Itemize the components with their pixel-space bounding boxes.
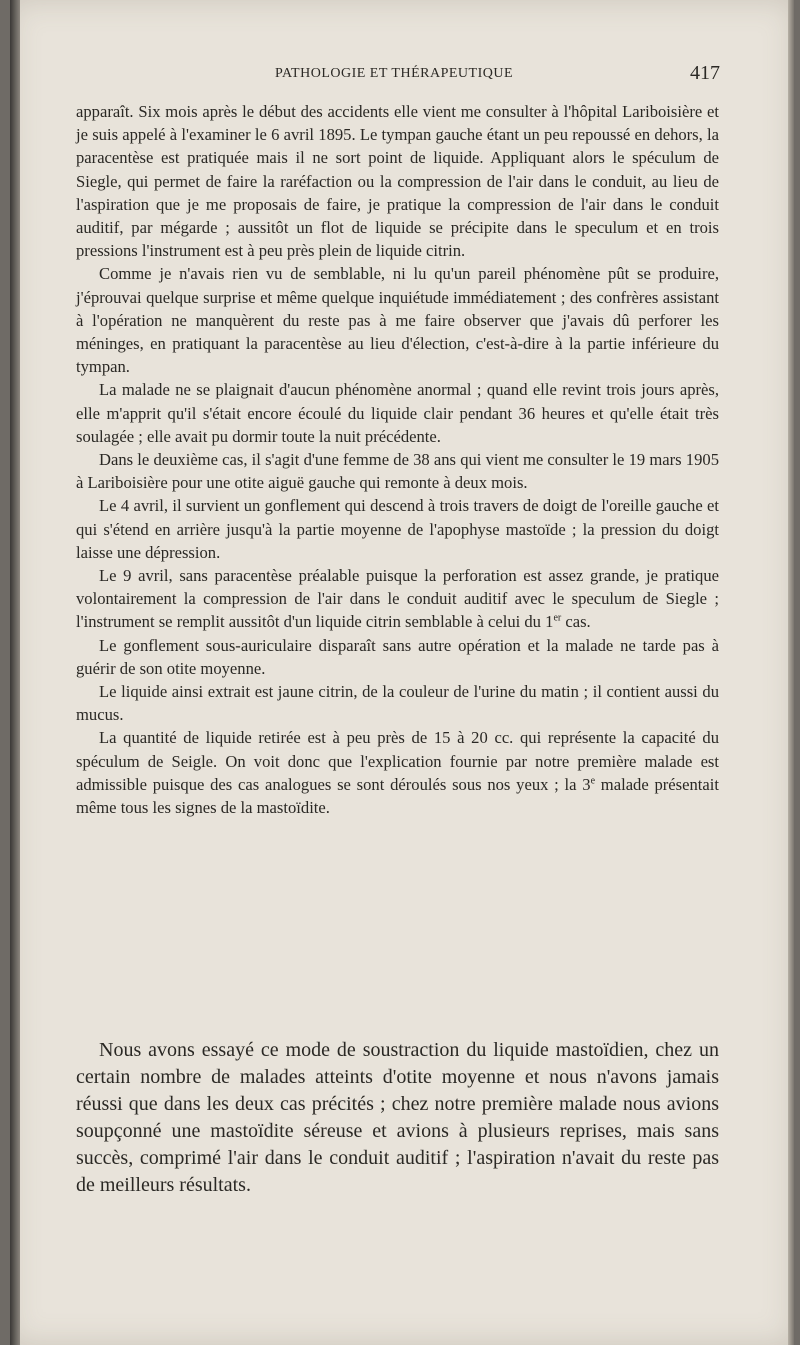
book-page <box>10 0 794 1345</box>
paragraph-compression-end: cas. <box>561 612 591 632</box>
paragraph-compression-text: Le 9 avril, sans paracentèse préalable puisque la perforation est assez grande, je pratique volontairement la compression de l'air dans le conduit auditif avec le speculum de Siegle ; l'instrument se remplit aussitôt d'un liquide citrin semblable à celui du 1 <box>76 566 719 632</box>
page-header <box>68 62 720 86</box>
body-text <box>76 100 719 819</box>
paragraph-patient-relief: La malade ne se plaignait d'aucun phénomène anormal ; quand elle revint trois jours après, elle m'apprit qu'il s'était encore écoulé du liquide clair pendant 36 heures et qu'elle était très soulagée ; elle avait pu dormir toute la nuit précédente. <box>76 380 719 446</box>
paragraph-quantity-text: La quantité de liquide retirée est à peu près de 15 à 20 cc. qui représente la capacité du spéculum de Seigle. On voit donc que l'explication fournie par notre première malade est admissible puisque des cas analogues se sont déroulés sous nos yeux ; la 3 <box>76 728 719 794</box>
paragraph-quantity-end: malade présentait même tous les signes de la mastoïdite. <box>76 774 719 818</box>
paragraph-closing: Nous avons essayé ce mode de soustraction du liquide mastoïdien, chez un certain nombre de malades atteints d'otite moyenne et nous n'avons jamais réussi que dans les deux cas précités ; chez notre première malade nous avions soupçonné une mastoïdite séreuse et avions à plusieurs reprises, mais sans succès, comprimé l'air dans le conduit auditif ; l'aspiration n'avait du reste pas de meilleurs résultats. <box>76 1039 719 1197</box>
page-binding-edge <box>10 0 20 1345</box>
superscript-er: er <box>553 612 562 624</box>
closing-text <box>76 1037 719 1200</box>
paragraph-compression <box>76 564 719 634</box>
running-title: PATHOLOGIE ET THÉRAPEUTIQUE <box>274 66 513 81</box>
page-number: 417 <box>690 62 720 84</box>
paragraph-second-case: Dans le deuxième cas, il s'agit d'une femme de 38 ans qui vient me consulter le 19 mars 1905 à Lariboisière pour une otite aiguë gauche qui remonte à deux mois. <box>76 450 719 493</box>
paragraph-quantity <box>76 726 719 819</box>
paragraph-swelling: Le 4 avril, il survient un gonflement qui descend à trois travers de doigt de l'oreille gauche et qui s'étend en arrière jusqu'à la partie moyenne de l'apophyse mastoïde ; la pression du doigt laisse une dépression. <box>76 496 719 562</box>
superscript-e: e <box>590 775 596 787</box>
paragraph-recovery: Le gonflement sous-auriculaire disparaît sans autre opération et la malade ne tarde pas à guérir de son otite moyenne. <box>76 635 719 678</box>
paragraph-liquid-description: Le liquide ainsi extrait est jaune citrin, de la couleur de l'urine du matin ; il contient aussi du mucus. <box>76 682 719 725</box>
page-right-edge <box>788 0 794 1345</box>
paragraph-continuation: apparaît. Six mois après le début des accidents elle vient me consulter à l'hôpital Lariboisière et je suis appelé à l'examiner le 6 avril 1895. Le tympan gauche étant un peu repoussé en dehors, la paracentèse est pratiquée mais il ne sort point de liquide. Appliquant alors le spéculum de Siegle, qui permet de faire la raréfaction ou la compression de l'air dans le conduit, au lieu de l'aspiration que je me proposais de faire, je pratique la compression de l'air dans le conduit auditif, par mégarde ; aussitôt un flot de liquide se précipite dans le speculum et en trois pressions l'instrument est à peu près plein de liquide citrin. <box>76 102 719 261</box>
paragraph-surprise: Comme je n'avais rien vu de semblable, ni lu qu'un pareil phénomène pût se produire, j'éprouvai quelque surprise et même quelque inquiétude immédiatement ; des confrères assistant à l'opération ne manquèrent du reste pas à me faire observer que j'avais dû perforer les méninges, en pratiquant la paracentèse au lieu d'élection, c'est-à-dire à la partie inférieure du tympan. <box>76 264 719 377</box>
